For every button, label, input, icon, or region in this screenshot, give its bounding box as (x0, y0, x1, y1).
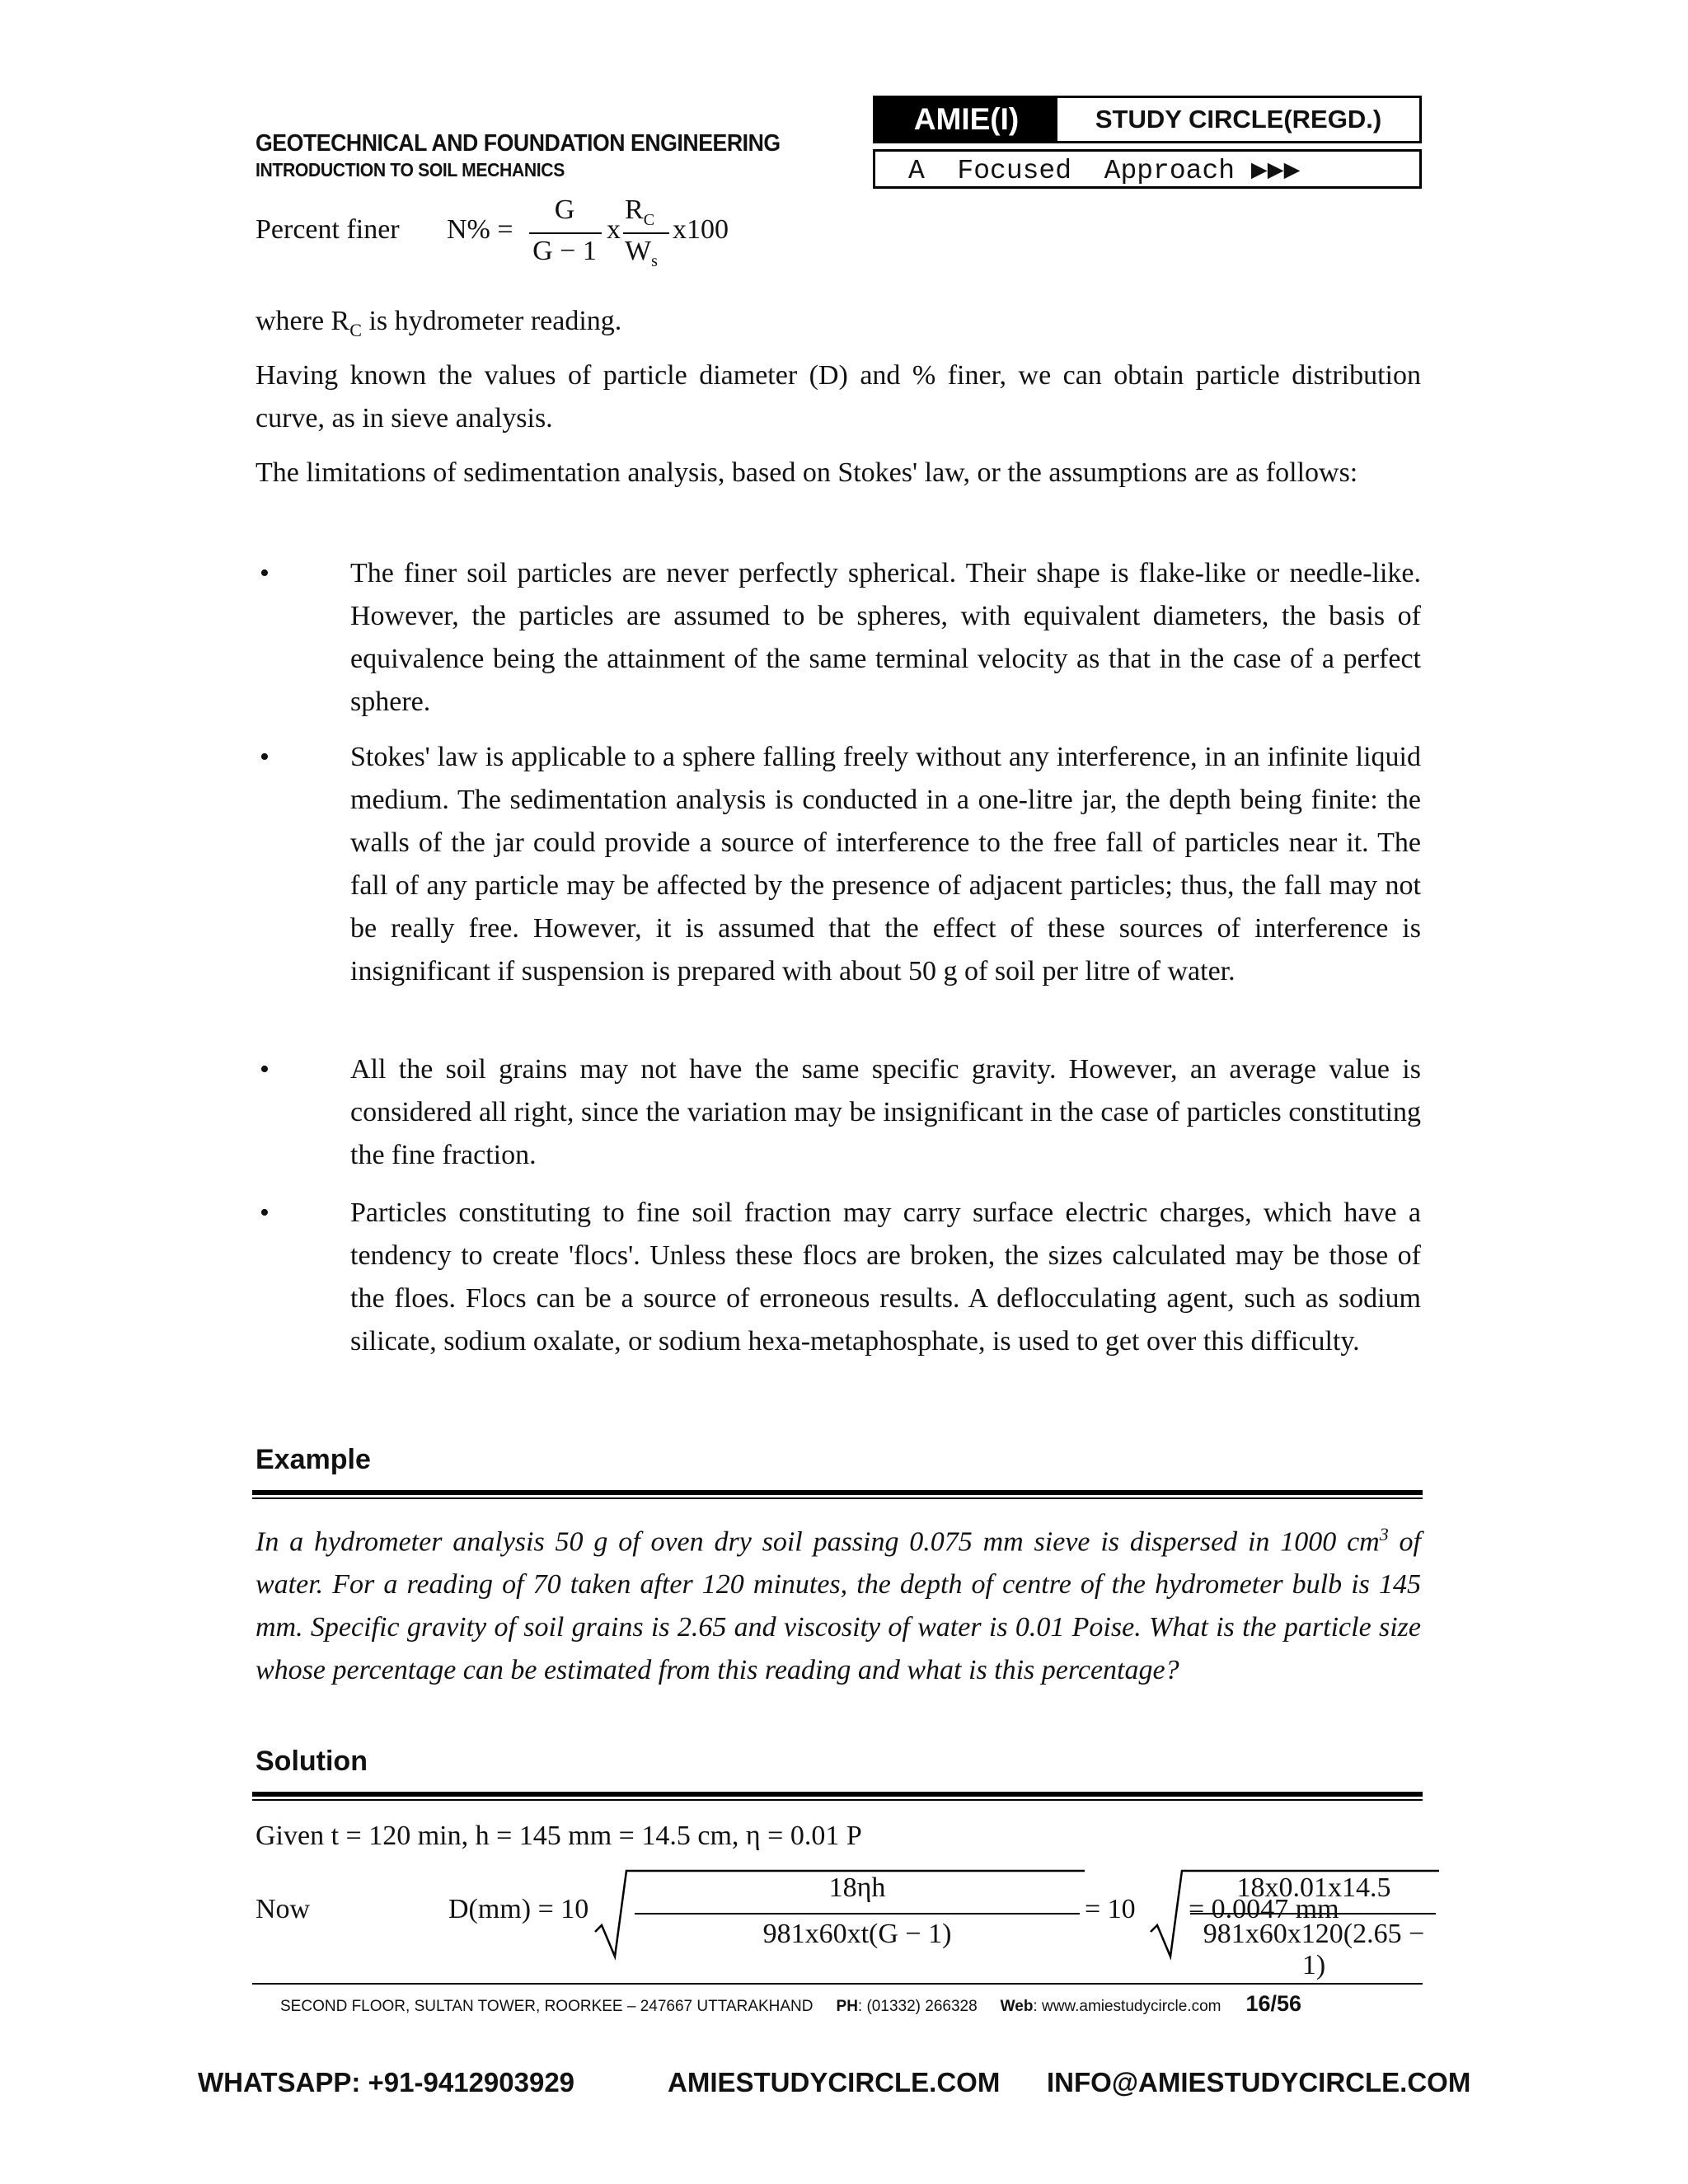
formula-tail: x100 (673, 214, 729, 245)
bullet-icon: • (260, 1197, 270, 1228)
paragraph: Having known the values of particle diameter (D) and % finer, we can obtain particle distribution curve, as in sieve analysis. (256, 360, 1421, 434)
footer-rule (252, 1983, 1423, 1985)
radical-denominator: 981x60x120(2.65 − 1) (1203, 1919, 1425, 1980)
fraction-bar (623, 232, 669, 234)
radical-denominator: 981x60xt(G − 1) (762, 1919, 952, 1949)
formula-num-g: G (554, 194, 575, 225)
formula-den-g: G − 1 (532, 236, 597, 266)
email-link[interactable]: INFO@AMIESTUDYCIRCLE.COM (1047, 2067, 1471, 2097)
badge-study-circle-label: STUDY CIRCLE(REGD.) (1095, 105, 1382, 134)
badge-amie-label: AMIE(I) (875, 98, 1057, 141)
formula-lhs: N% = (447, 214, 513, 245)
double-rule (252, 1490, 1423, 1499)
formula-times: x (607, 214, 621, 245)
now-label: Now (256, 1894, 311, 1924)
solution-heading: Solution (256, 1746, 368, 1777)
footer-ph-label: PH (836, 1998, 858, 2015)
bullet-item (260, 736, 1421, 993)
percent-finer-formula (256, 194, 767, 285)
bullet-text: The finer soil particles are never perfectly spherical. Their shape is flake-like or needle-like. However, the particles are assumed to be spheres, with equivalent diameters, the basis of equivalence being the attainment of the same terminal velocity as that in the case of a perfect sphere. (350, 558, 1421, 717)
page-header (256, 130, 826, 181)
bullet-item (260, 552, 1421, 724)
fraction-bar (529, 232, 602, 234)
chapter-title: INTRODUCTION TO SOIL MECHANICS (256, 159, 565, 180)
radical-numerator: 18x0.01x14.5 (1236, 1872, 1391, 1903)
bullet-text: Stokes' law is applicable to a sphere falling freely without any interference, in an infinite liquid medium. The sedimentation analysis is conducted in a one-litre jar, the depth being finite: the walls of the jar could provide a source of interference to the free fall of particles near it. The fall of any particle may be affected by the presence of adjacent particles; thus, the fall may not be really free. However, it is assumed that the effect of these sources of interference is insignificant if suspension is prepared with about 50 g of soil per litre of water. (350, 742, 1421, 987)
tagline: A Focused Approach ▶▶▶ (873, 149, 1422, 189)
paragraph: The limitations of sedimentation analysis, based on Stokes' law, or the assumptions are as follows: (256, 457, 1358, 488)
footer-ph: : (01332) 266328 (857, 1998, 978, 2015)
bullet-icon: • (260, 742, 270, 772)
amie-badge (873, 96, 1422, 143)
given-line: Given t = 120 min, h = 145 mm = 14.5 cm, η = 0.01 P (256, 1821, 862, 1851)
radical-numerator: 18ηh (828, 1872, 886, 1903)
footer-web-label: Web (1000, 1998, 1034, 2015)
page-number: 16/56 (1245, 1991, 1302, 2016)
formula-label: Percent finer (256, 214, 400, 245)
bullet-icon: • (260, 558, 270, 588)
course-title: GEOTECHNICAL AND FOUNDATION ENGINEERING (256, 130, 781, 157)
formula-num-r: $R_C$ (625, 194, 655, 229)
page-footer (280, 1991, 1418, 2017)
formula-den-w: $W_s$ (625, 236, 658, 270)
bullet-text: All the soil grains may not have the same specific gravity. However, an average value is considered all right, since the variation may be insignificant in the case of particles constituting the fine fraction. (350, 1054, 1421, 1170)
formula-lhs: D(mm) = 10 (448, 1894, 589, 1924)
example-heading: Example (256, 1444, 371, 1475)
formula-result: = 0.0047 mm (1189, 1894, 1339, 1924)
where-line: where $R_C$ is hydrometer reading. (256, 306, 622, 340)
bullet-item (260, 1048, 1421, 1177)
footer-address: SECOND FLOOR, SULTAN TOWER, ROORKEE – 247667 UTTARAKHAND (280, 1998, 814, 2015)
whatsapp-contact[interactable]: WHATSAPP: +91-9412903929 (198, 2067, 575, 2097)
bullet-item (260, 1192, 1421, 1363)
equals-ten: = 10 (1085, 1894, 1136, 1924)
website-link[interactable]: AMIESTUDYCIRCLE.COM (668, 2067, 1001, 2097)
bullet-text: Particles constituting to fine soil fraction may carry surface electric charges, which have a tendency to create 'flocs'. Unless these flocs are broken, the sizes calculated may be those of the floes. Flocs can be a source of erroneous results. A deflocculating agent, such as sodium silicate, sodium oxalate, or sodium hexa-metaphosphate, is used to get over this difficulty. (350, 1197, 1421, 1357)
example-text: In a hydrometer analysis 50 g of oven dry soil passing 0.075 mm sieve is dispersed in 1000 $cm^3$ of water. For a reading of 70 taken after 120 minutes, the depth of centre of the hydrometer bulb is 145 mm. Specific gravity of soil grains is 2.65 and viscosity of water is 0.01 Poise. What is the particle size whose percentage can be estimated from this reading and what is this percentage? (256, 1524, 1422, 1686)
double-rule (252, 1792, 1423, 1801)
bullet-icon: • (260, 1054, 270, 1085)
footer-web[interactable]: : www.amiestudycircle.com (1033, 1998, 1221, 2015)
